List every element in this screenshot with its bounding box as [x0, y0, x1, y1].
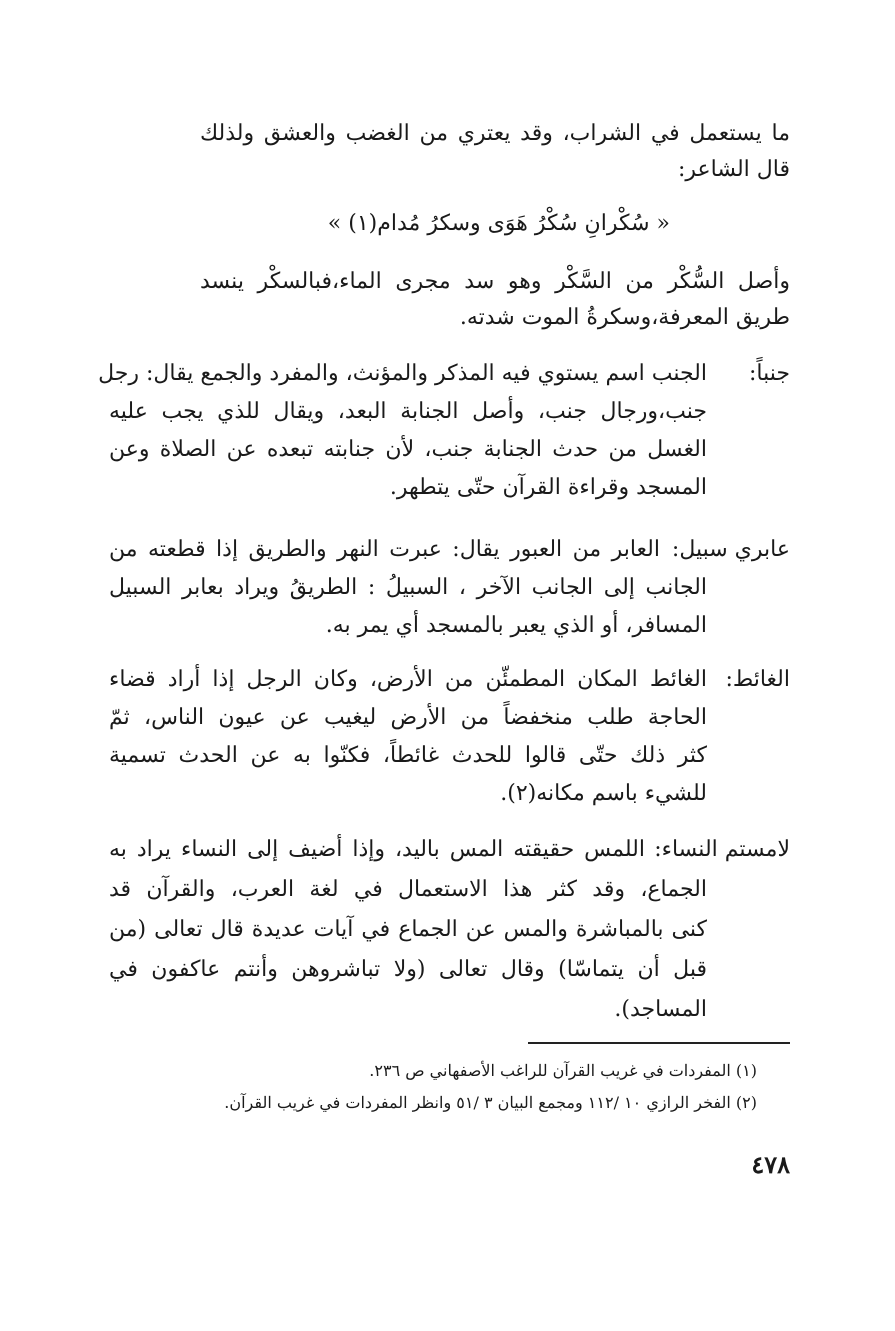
intro-line-2: قال الشاعر: [677, 157, 790, 182]
entry-abiri-line-3: المسافر، أو الذي يعبر بالمسجد أي يمر به. [325, 613, 707, 638]
entry-abiri-line-1: العابر من العبور يقال: عبرت النهر والطريق إذا قطعته من [109, 537, 660, 562]
entry-term-ghait: الغائط: [725, 667, 790, 692]
entry-junuban-line-4: المسجد وقراءة القرآن حتّى يتطهر. [389, 475, 707, 500]
entry-ghait-line-2: الحاجة طلب منخفضاً من الأرض ليغيب عن عيون الناس، ثمّ [109, 705, 707, 730]
entry-lamastum-line-2: الجماع، وقد كثر هذا الاستعمال في لغة العرب، والقرآن قد [109, 877, 707, 902]
footnote-separator [528, 1042, 790, 1044]
intro-line-3: وأصل السُّكْر من السَّكْر وهو سد مجرى الماء،فبالسكْر ينسد [200, 269, 790, 294]
entry-ghait-line-1: الغائط المكان المطمئّن من الأرض، وكان الرجل إذا أراد قضاء [109, 667, 707, 692]
footnote-1: (١) المفردات في غريب القرآن للراغب الأصفهاني ص ٢٣٦. [369, 1061, 757, 1080]
entry-term-junuban: جنباً: [749, 361, 790, 386]
footnote-2: (٢) الفخر الرازي ١٠ /١١٢ ومجمع البيان ٣ /٥١ وانظر المفردات في غريب القرآن. [224, 1093, 757, 1112]
entry-junuban-line-1: الجنب اسم يستوي فيه المذكر والمؤنث، والمفرد والجمع يقال: رجل [98, 361, 707, 386]
poetry-verse: « سُكْرانِ سُكْرُ هَوَى وسكرُ مُدام(١) » [327, 211, 670, 236]
page-number: ٤٧٨ [751, 1150, 790, 1179]
entry-ghait-line-4: للشيء باسم مكانه(٢). [500, 781, 707, 806]
entry-term-abiri-sabil: عابري سبيل: [671, 537, 790, 562]
entry-junuban-line-3: الغسل من حدث الجنابة جنب، لأن جنابته تبعده عن الصلاة وعن [109, 437, 707, 462]
entry-lamastum-line-3: كنى بالمباشرة والمس عن الجماع في آيات عديدة قال تعالى (من [109, 917, 707, 942]
intro-line-4: طريق المعرفة،وسكرةُ الموت شدته. [459, 305, 790, 330]
entry-term-lamastum: لامستم النساء: [654, 837, 790, 862]
entry-lamastum-line-4: قبل أن يتماسّا) وقال تعالى (ولا تباشروهن وأنتم عاكفون في [109, 957, 707, 982]
entry-lamastum-line-1: اللمس حقيقته المس باليد، وإذا أضيف إلى النساء يراد به [109, 837, 645, 862]
intro-line-1: ما يستعمل في الشراب، وقد يعتري من الغضب والعشق ولذلك [200, 121, 790, 146]
entry-abiri-line-2: الجانب إلى الجانب الآخر ، السبيلُ : الطريقُ ويراد بعابر السبيل [109, 575, 707, 600]
entry-lamastum-line-5: المساجد). [614, 997, 707, 1022]
entry-ghait-line-3: كثر ذلك حتّى قالوا للحدث غائطاً، فكنّوا به عن الحدث تسمية [109, 743, 707, 768]
entry-junuban-line-2: جنب،ورجال جنب، وأصل الجنابة البعد، ويقال للذي يجب عليه [109, 399, 707, 424]
